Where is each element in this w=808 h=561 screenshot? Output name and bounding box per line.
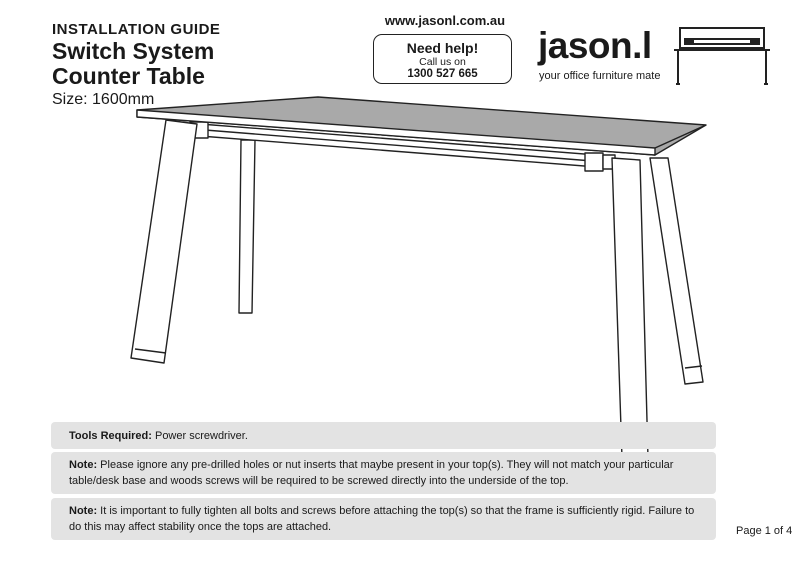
brand-tagline: your office furniture mate bbox=[539, 70, 661, 82]
tools-required-label: Tools Required: bbox=[69, 429, 152, 442]
tools-required-note bbox=[51, 422, 716, 449]
counter-table-illustration bbox=[120, 90, 720, 465]
website-link[interactable]: www.jasonl.com.au bbox=[384, 13, 506, 28]
product-size: Size: 1600mm bbox=[52, 91, 155, 108]
back-left-leg bbox=[239, 140, 255, 313]
note-text: It is important to fully tighten all bolts and screws before attaching the top(s) so that the frame is sufficiently rigid. Failure to do this may affect stability once the tops are attached. bbox=[69, 505, 695, 533]
pre-drilled-holes-note bbox=[51, 452, 716, 494]
brand-logo: jason.l bbox=[538, 25, 652, 66]
tighten-bolts-note bbox=[51, 498, 716, 540]
help-title: Need help! bbox=[406, 40, 479, 56]
note-label: Note: bbox=[69, 459, 98, 471]
page-number: Page 1 of 4 bbox=[736, 525, 793, 537]
note-text: Please ignore any pre-drilled holes or nut inserts that maybe present in your top(s). They will not match your particular table/desk base and woods screws will be required to be screwed directly into the underside of the top. bbox=[69, 459, 674, 487]
note-label: Note: bbox=[69, 505, 98, 517]
rail-bracket-right bbox=[585, 153, 603, 171]
help-box bbox=[373, 34, 512, 84]
product-title-line-1: Switch System bbox=[52, 38, 215, 64]
desk-logo-icon bbox=[672, 26, 772, 88]
help-subtitle: Call us on bbox=[419, 56, 466, 68]
help-phone[interactable]: 1300 527 665 bbox=[407, 68, 478, 80]
tools-required-text: Power screwdriver. bbox=[151, 429, 248, 442]
product-title-line-2: Counter Table bbox=[52, 63, 205, 89]
front-left-leg bbox=[131, 120, 197, 363]
front-right-leg bbox=[612, 158, 648, 458]
guide-label: INSTALLATION GUIDE bbox=[52, 21, 221, 38]
back-right-leg bbox=[650, 158, 703, 384]
